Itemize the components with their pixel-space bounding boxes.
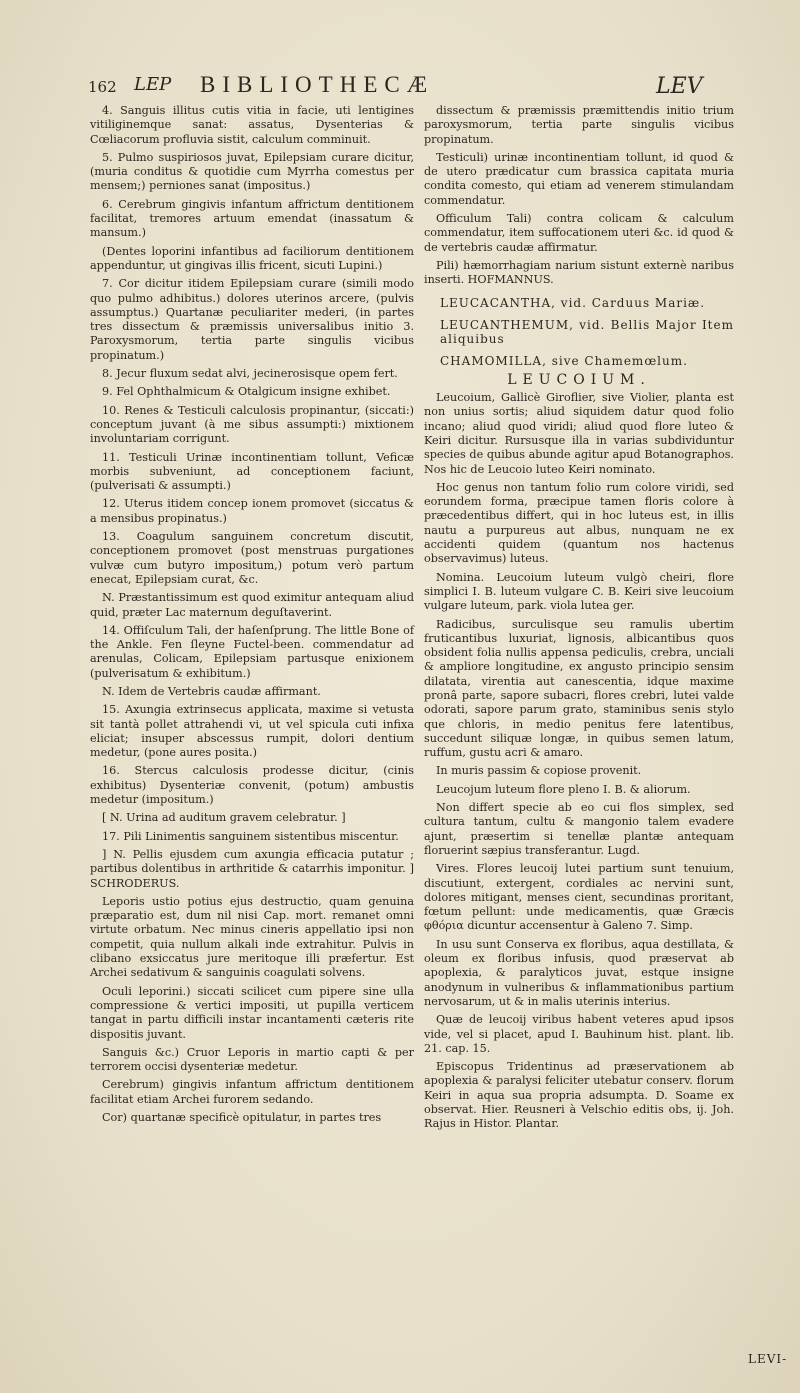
paragraph: Nomina. Leucoium luteum vulgò cheiri, flore simplici I. B. luteum vulgare C. B. Keiri sive leucoium vulgare luteum, park. viola lutea ger. [424,570,734,613]
paragraph: 17. Pili Linimentis sanguinem sistentibus miscentur. [102,829,399,843]
paragraph: 9. Fel Ophthalmicum & Otalgicum insigne exhibet. [102,385,391,399]
paragraph: 14. Offiſculum Tali, der haſenſprung. The little Bone of the Ankle. Fen ſleyne Fuctel-been. commendatur ad arenulas, Colicam, Epilepsiam partusque enixionem (pulverisatum & exhibitum.) [90,623,414,680]
cross-reference: LEUCANTHEMUM, vid. Bellis Major Item aliquibus [440,317,734,347]
paragraph: Testiculi) urinæ incontinentiam tollunt, id quod & de utero prædicatur cum brassica capitata muria condita comesto, qui etiam ad venerem stimulandam commendatur. [424,150,734,207]
page-number: 162 [88,78,117,96]
paragraph: Radicibus, surculisque seu ramulis ubertim fruticantibus luxuriat, lignosis, albicantibus quos obsident folia nullis appensa pediculis, crebra, unciali & ampliore longitudine, ex angusto principio sensim dilatata, virentia aut canescentia, idque maxime pronâ parte, sapore subacri, flores crebri, lutei valde odorati, sapore parum grato, staminibus senis stylo que chloris, in medio penitus fere latentibus, succedunt siliquæ longæ, in quibus semen latum, ruffum, gustu acri & amaro. [424,617,734,760]
paragraph: Hoc genus non tantum folio rum colore viridi, sed eorundem forma, præcipue tamen floris colore à præcedentibus differt, qui in hoc luteus est, in illis nautu a purpureus aut albus, nunquam ne ex accidenti quidem (quantum nos hactenus observavimus) luteus. [424,480,734,566]
paragraph: Cerebrum) gingivis infantum affrictum dentitionem facilitat etiam Archei furorem sedando. [90,1078,414,1106]
cross-reference: LEUCACANTHA, vid. Carduus Mariæ. [440,295,706,310]
paragraph: Non differt specie ab eo cui flos simplex, sed cultura tantum, cultu & mangonio talem evadere ajunt, præsertim si tenellæ plantæ antequam floruerint sæpius transferantur. Lugd. [424,801,734,857]
paragraph: Vires. Flores leucoij lutei partium sunt tenuium, discutiunt, extergent, cordiales ac nervini sunt, dolores mitigant, menses cient, secundinas proritant, fœtum pellunt: unde medicamentis, quæ Græcis φθόρια dicuntur accensentur à Galeno 7. Simp. [424,862,734,933]
paragraph: 10. Renes & Testiculi calculosis propinantur, (siccati:) conceptum juvant (à me sibus assumpti:) mixtionem involuntariam corrigunt. [90,403,414,446]
catchword: LEVI- [748,1352,788,1366]
paragraph: 5. Pulmo suspiriosos juvat, Epilepsiam curare dicitur, (muria conditus & quotidie cum Myrrha comestus per mensem;) perniones sanat (impositus.) [90,150,414,193]
paragraph: Sanguis &c.) Cruor Leporis in martio capti & per terrorem occisi dysenteriæ medetur. [90,1045,414,1074]
paragraph: 11. Testiculi Urinæ incontinentiam tollunt, Veficæ morbis subveniunt, ad conceptionem faciunt, (pulverisati & assumpti.) [90,450,414,493]
paragraph: Quæ de leucoij viribus habent veteres apud ipsos vide, vel si placet, apud I. Bauhinum hist. plant. lib. 21. cap. 15. [424,1013,734,1055]
paragraph: 15. Axungia extrinsecus applicata, maxime si vetusta sit tantà pollet attrahendi vi, ut vel spicula cuti infixa eliciat; insuper abscessus rumpit, dolori dentium medetur, (pone aures posita.) [90,703,414,760]
right-catchword: LEV [656,74,703,99]
paragraph: Episcopus Tridentinus ad præservationem ab apoplexia & paralysi feliciter utebatur conserv. florum Keiri in aqua sua propria adsumpta. D. Soame ex observat. Hier. Reusneri à Velschio editis obs, ij. Joh. Rajus in Histor. Plantar. [424,1060,734,1131]
paragraph: Leucoium, Gallicè Giroflier, sive Violier, planta est non unius sortis; aliud siquidem datur quod folio incano; aliud quod viridi; aliud quod flore luteo & Keiri dicitur. Rursusque illa in varias subdividuntur species de quibus abunde agitur apud Botanographos. Nos hic de Leucoio luteo Keiri nominato. [424,391,734,476]
paragraph: [ N. Urina ad auditum gravem celebratur. ] [102,811,346,825]
paragraph: Leporis ustio potius ejus destructio, quam genuina præparatio est, dum nil nisi Cap. mort. remanet omni virtute orbatum. Nec minus cineris appellatio ipsi non competit, quia nullum alkali inde extrahitur. Pulvis in clibano exsiccatus jure meritoque illi præfertur. Est Archei sedativum & sanguinis coagulati solvens. [90,894,414,980]
paragraph: 8. Jecur fluxum sedat alvi, jecinerosisque opem fert. [102,367,398,381]
cross-reference: CHAMOMILLA, sive Chamemœlum. [440,354,688,369]
left-column [90,104,414,1129]
paragraph: N. Præstantissimum est quod eximitur antequam aliud quid, præter Lac maternum deguſtaverint. [90,591,414,619]
paragraph: 16. Stercus calculosis prodesse dicitur, (cinis exhibitus) Dysenteriæ convenit, (potum) ambustis medetur (impositum.) [90,764,414,807]
paragraph: (Dentes loporini infantibus ad faciliorum dentitionem appenduntur, ut gingivas illis fricent, sicuti Lupini.) [90,244,414,272]
paragraph: 7. Cor dicitur itidem Epilepsiam curare (simili modo quo pulmo adhibitus.) dolores uterinos arcere, (pulvis assumptus.) Quartanæ peculiariter mederi, (in partes tres dissectum & præmissis universalibus initio 3. Paroxysmorum, tertia parte singulis vicibus propinatum.) [90,277,414,362]
paragraph: 4. Sanguis illitus cutis vitia in facie, uti lentigines vitiliginemque sanat: assatus, Dysenterias & Cœliacorum profluvia sistit, calculum comminuit. [90,104,414,146]
left-catchword: LEP [134,74,172,95]
paragraph: Leucojum luteum flore pleno I. B. & aliorum. [436,782,691,796]
running-title: BIBLIOTHECÆ [200,72,435,97]
paragraph: 13. Coagulum sanguinem concretum discutit, conceptionem promovet (post menstruas purgationes vulvæ cum butyro impositum,) potum verò partum enecat, Epilepsiam curat, &c. [90,530,414,586]
paragraph: 12. Uterus itidem concep ionem promovet (siccatus & a mensibus propinatus.) [90,497,414,525]
paragraph: 6. Cerebrum gingivis infantum affrictum dentitionem facilitat, tremores artuum emendat (inassatum & mansum.) [90,197,414,240]
paragraph: ] N. Pellis ejusdem cum axungia efficacia putatur ; partibus dolentibus in arthritide & catarrhis imponitur. ] SCHRODERUS. [90,847,414,890]
paragraph: Pili) hæmorrhagiam narium sistunt externè naribus inserti. HOFMANNUS. [424,258,734,287]
paragraph: Officulum Tali) contra colicam & calculum commendatur, item suffocationem uteri &c. id quod & de vertebris caudæ affirmatur. [424,212,734,254]
section-heading: LEUCOIUM. [507,371,651,388]
paragraph: In muris passim & copiose provenit. [436,764,642,778]
paragraph: Cor) quartanæ specificè opitulatur, in partes tres [102,1111,382,1124]
paragraph: N. Idem de Vertebris caudæ affirmant. [102,684,321,698]
paragraph: In usu sunt Conserva ex floribus, aqua destillata, & oleum ex floribus infusis, quod præservat ab apoplexia, & paralyticos juvat, estque insigne anodynum in vulneribus & inflammationibus partium nervosarum, ut & in malis uterinis interius. [424,937,734,1008]
paragraph: dissectum & præmissis præmittendis initio trium paroxysmorum, tertia parte singulis vicibus propinatum. [424,104,734,146]
right-column [424,104,734,1136]
paragraph: Oculi leporini.) siccati scilicet cum pipere sine ulla compressione & vertici impositi, ut pupilla verticem tangat in partu difficili instar incantamenti cæteris rite dispositis juvant. [90,984,414,1041]
page-header [0,72,800,102]
